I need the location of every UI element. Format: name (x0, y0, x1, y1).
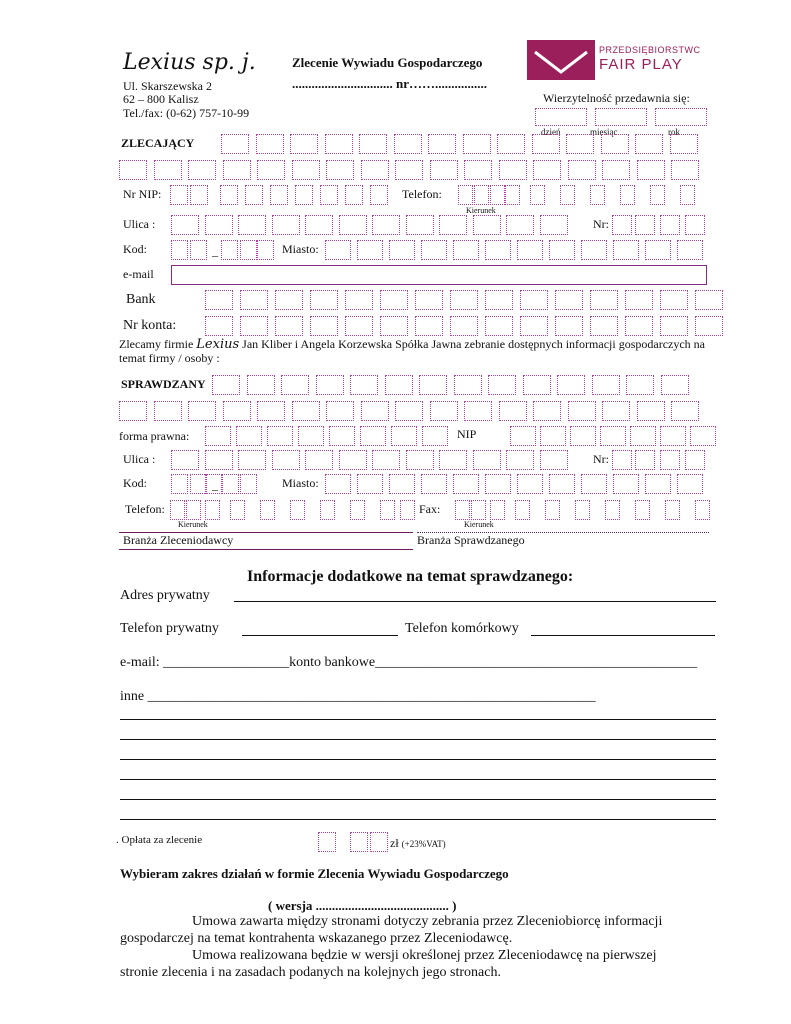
mobile-label: Telefon komórkowy (405, 621, 519, 636)
client-number-label: Nr: (593, 217, 609, 231)
checked-street-box-9[interactable] (439, 450, 467, 470)
client-name-box-12[interactable] (601, 134, 629, 154)
checked-legal-box-5[interactable] (329, 426, 355, 446)
client-number-box-2[interactable] (635, 215, 655, 235)
client-street-box-10[interactable] (473, 215, 501, 235)
bank-account-field[interactable]: ______________________________________________ (375, 655, 698, 670)
envelope-icon (527, 40, 595, 80)
checked-number-label: Nr: (593, 452, 609, 466)
client-name-box-row2-13[interactable] (533, 160, 561, 180)
checked-postcode-box-5[interactable] (240, 474, 257, 494)
client-street-box-4[interactable] (272, 215, 300, 235)
limitation-day-field[interactable] (535, 108, 587, 126)
client-phone-box-4[interactable] (505, 185, 520, 205)
other-line-2[interactable] (120, 739, 716, 740)
client-name-box-row2-11[interactable] (464, 160, 492, 180)
client-name-box-2[interactable] (256, 134, 284, 154)
checked-city-box-10[interactable] (613, 474, 639, 494)
client-street-box-5[interactable] (305, 215, 333, 235)
client-postcode-box-5[interactable] (257, 240, 274, 260)
checked-fax-box-10[interactable] (695, 500, 710, 520)
consent-text: Zlecamy firmie Lexius Jan Kliber i Angela Korzewska Spółka Jawna zebranie dostępnych informacji gospodarczych na (119, 337, 705, 352)
client-name-box-10[interactable] (532, 134, 560, 154)
client-account-box-5[interactable] (345, 316, 373, 336)
checked-street-box-5[interactable] (305, 450, 333, 470)
limitation-label: Wierzytelność przedawnia się: (543, 91, 690, 105)
agreement-para1-line1: Umowa zawarta między stronami dotyczy zebrania przez Zleceniobiorcę informacji (192, 914, 663, 929)
checked-legal-box-2[interactable] (236, 426, 262, 446)
client-number-box-1[interactable] (612, 215, 632, 235)
client-street-box-11[interactable] (506, 215, 534, 235)
client-account-box-3[interactable] (275, 316, 303, 336)
additional-heading: Informacje dodatkowe na temat sprawdzanego: (247, 568, 574, 585)
fee-label: . Opłata za zlecenie (116, 834, 203, 846)
client-nip-label: Nr NIP: (123, 187, 162, 201)
checked-fax-box-1[interactable] (455, 500, 470, 520)
checked-city-box-2[interactable] (357, 474, 383, 494)
client-nip-box-8[interactable] (345, 185, 363, 205)
checked-number-box-1[interactable] (612, 450, 632, 470)
client-account-box-4[interactable] (310, 316, 338, 336)
checked-fax-box-7[interactable] (605, 500, 620, 520)
checked-fax-box-2[interactable] (471, 500, 486, 520)
other-label: inne ________________________________________________________________ (120, 689, 596, 704)
client-bank-label: Bank (126, 292, 156, 307)
client-name-box-4[interactable] (325, 134, 353, 154)
client-nip-box-4[interactable] (245, 185, 263, 205)
checked-name-box-5[interactable] (350, 375, 378, 395)
client-bank-box-5[interactable] (345, 290, 373, 310)
checked-phone-area-label: Kierunek (178, 520, 208, 529)
client-name-box-5[interactable] (359, 134, 387, 154)
client-street-box-12[interactable] (540, 215, 568, 235)
client-postcode-box-4[interactable] (240, 240, 257, 260)
checked-nip-box-1[interactable] (510, 426, 536, 446)
client-nip-box-6[interactable] (295, 185, 313, 205)
additional-email-field[interactable]: __________________ (163, 655, 290, 670)
other-line-4[interactable] (120, 779, 716, 780)
client-city-box-4[interactable] (421, 240, 447, 260)
client-name-box-11[interactable] (566, 134, 594, 154)
client-account-box-2[interactable] (240, 316, 268, 336)
client-name-box-row2-3[interactable] (188, 160, 216, 180)
checked-postcode-label: Kod: (123, 476, 147, 490)
client-city-box-6[interactable] (485, 240, 511, 260)
checked-fax-box-8[interactable] (635, 500, 650, 520)
client-nip-box-2[interactable] (190, 185, 208, 205)
checked-name-box-row2-3[interactable] (188, 401, 216, 421)
other-line-6[interactable] (120, 819, 716, 820)
client-name-box-row2-14[interactable] (568, 160, 596, 180)
checked-street-box-3[interactable] (238, 450, 266, 470)
client-name-box-row2-16[interactable] (637, 160, 665, 180)
checked-city-box-5[interactable] (453, 474, 479, 494)
checked-name-box-12[interactable] (592, 375, 620, 395)
checked-name-box-3[interactable] (281, 375, 309, 395)
checked-name-box-row2-2[interactable] (154, 401, 182, 421)
client-bank-box-10[interactable] (520, 290, 548, 310)
checked-name-box-13[interactable] (626, 375, 654, 395)
checked-street-box-10[interactable] (473, 450, 501, 470)
client-postcode-box-1[interactable] (171, 240, 188, 260)
client-account-box-9[interactable] (485, 316, 513, 336)
choose-heading: Wybieram zakres działań w formie Zlecenia Wywiadu Gospodarczego (120, 866, 509, 881)
checked-city-box-12[interactable] (677, 474, 703, 494)
checked-city-box-7[interactable] (517, 474, 543, 494)
checked-name-box-row2-7[interactable] (326, 401, 354, 421)
client-bank-box-14[interactable] (660, 290, 688, 310)
client-postcode-box-3[interactable] (221, 240, 238, 260)
checked-name-box-row2-1[interactable] (119, 401, 147, 421)
client-account-box-8[interactable] (450, 316, 478, 336)
checked-name-box-row2-12[interactable] (499, 401, 527, 421)
checked-phone-box-3[interactable] (205, 500, 220, 520)
checked-legal-box-6[interactable] (360, 426, 386, 446)
client-bank-box-8[interactable] (450, 290, 478, 310)
company-street: Ul. Skarszewska 2 (123, 79, 212, 93)
checked-name-box-8[interactable] (454, 375, 482, 395)
checked-nip-box-5[interactable] (630, 426, 656, 446)
checked-street-box-12[interactable] (540, 450, 568, 470)
checked-street-label: Ulica : (123, 452, 156, 466)
fee-currency: zł (+23%VAT) (390, 836, 446, 850)
client-phone-box-2[interactable] (474, 185, 489, 205)
checked-phone-box-4[interactable] (230, 500, 245, 520)
checked-number-box-3[interactable] (660, 450, 680, 470)
client-account-box-1[interactable] (205, 316, 233, 336)
checked-name-box-2[interactable] (247, 375, 275, 395)
client-nip-box-1[interactable] (170, 185, 188, 205)
client-account-box-13[interactable] (625, 316, 653, 336)
client-name-box-row2-1[interactable] (119, 160, 147, 180)
client-account-box-7[interactable] (415, 316, 443, 336)
checked-name-box-row2-10[interactable] (430, 401, 458, 421)
client-area-label: Kierunek (466, 206, 496, 215)
checked-legal-box-4[interactable] (298, 426, 324, 446)
checked-legal-box-8[interactable] (422, 426, 448, 446)
private-address-field[interactable] (234, 601, 716, 602)
checked-fax-box-9[interactable] (665, 500, 680, 520)
checked-phone-box-9[interactable] (380, 500, 395, 520)
checked-fax-box-5[interactable] (545, 500, 560, 520)
client-bank-box-15[interactable] (695, 290, 723, 310)
checked-nip-box-4[interactable] (600, 426, 626, 446)
client-name-box-row2-2[interactable] (154, 160, 182, 180)
client-phone-box-6[interactable] (560, 185, 575, 205)
checked-section-label: SPRAWDZANY (121, 377, 206, 391)
client-city-box-8[interactable] (549, 240, 575, 260)
checked-street-box-6[interactable] (339, 450, 367, 470)
other-field[interactable]: ________________________________________________________________ (147, 689, 596, 704)
checked-name-box-11[interactable] (557, 375, 585, 395)
checked-legal-form-label: forma prawna: (119, 429, 190, 443)
company-city: 62 – 800 Kalisz (123, 92, 199, 106)
client-name-box-8[interactable] (463, 134, 491, 154)
other-line-3[interactable] (120, 759, 716, 760)
client-bank-box-6[interactable] (380, 290, 408, 310)
other-line-1[interactable] (120, 719, 716, 720)
client-phone-box-8[interactable] (620, 185, 635, 205)
client-bank-box-2[interactable] (240, 290, 268, 310)
client-phone-box-1[interactable] (458, 185, 473, 205)
client-city-box-1[interactable] (325, 240, 351, 260)
client-phone-box-7[interactable] (590, 185, 605, 205)
client-bank-box-9[interactable] (485, 290, 513, 310)
checked-nip-box-3[interactable] (570, 426, 596, 446)
client-name-box-row2-10[interactable] (430, 160, 458, 180)
agreement-para1-line2: gospodarczej na temat kontrahenta wskazanego przez Zleceniodawcę. (120, 931, 513, 946)
client-phone-box-9[interactable] (650, 185, 665, 205)
client-name-box-row2-6[interactable] (292, 160, 320, 180)
checked-name-box-9[interactable] (488, 375, 516, 395)
client-name-box-13[interactable] (635, 134, 663, 154)
client-street-box-9[interactable] (439, 215, 467, 235)
client-city-box-10[interactable] (613, 240, 639, 260)
checked-street-box-2[interactable] (205, 450, 233, 470)
agreement-para2-line1: Umowa realizowana będzie w wersji określonej przez Zleceniodawcę na pierwszej (192, 948, 657, 963)
checked-city-box-8[interactable] (549, 474, 575, 494)
checked-city-box-1[interactable] (325, 474, 351, 494)
checked-street-box-1[interactable] (171, 450, 199, 470)
checked-city-box-9[interactable] (581, 474, 607, 494)
client-city-box-5[interactable] (453, 240, 479, 260)
client-city-box-11[interactable] (645, 240, 671, 260)
client-bank-box-7[interactable] (415, 290, 443, 310)
client-nip-box-7[interactable] (320, 185, 338, 205)
client-account-box-11[interactable] (555, 316, 583, 336)
client-street-label: Ulica : (123, 217, 156, 231)
checked-street-box-4[interactable] (272, 450, 300, 470)
checked-name-box-row2-4[interactable] (223, 401, 251, 421)
checked-postcode-box-4[interactable] (222, 474, 239, 494)
client-city-box-9[interactable] (581, 240, 607, 260)
client-postcode-dash: _ (212, 244, 218, 258)
client-street-box-8[interactable] (406, 215, 434, 235)
client-name-box-row2-17[interactable] (671, 160, 699, 180)
client-bank-box-11[interactable] (555, 290, 583, 310)
checked-postcode-box-1[interactable] (171, 474, 188, 494)
checked-city-box-4[interactable] (421, 474, 447, 494)
day-label: dzień (541, 127, 561, 137)
fair-play-logo: PRZEDSIĘBIORSTWC FAIR PLAY (527, 40, 707, 80)
checked-phone-box-7[interactable] (320, 500, 335, 520)
client-phone-box-10[interactable] (680, 185, 695, 205)
limitation-year-field[interactable] (655, 108, 707, 126)
client-name-box-row2-4[interactable] (223, 160, 251, 180)
checked-name-box-row2-17[interactable] (671, 401, 699, 421)
client-account-box-14[interactable] (660, 316, 688, 336)
checked-name-box-row2-9[interactable] (395, 401, 423, 421)
client-name-box-7[interactable] (428, 134, 456, 154)
private-phone-label: Telefon prywatny (120, 621, 219, 636)
private-phone-field[interactable] (242, 635, 398, 636)
client-industry-label: Branża Zleceniodawcy (123, 533, 234, 547)
checked-street-box-8[interactable] (406, 450, 434, 470)
checked-fax-label: Fax: (419, 502, 441, 516)
client-city-box-12[interactable] (677, 240, 703, 260)
checked-phone-label: Telefon: (125, 502, 165, 516)
checked-phone-box-6[interactable] (290, 500, 305, 520)
checked-street-box-11[interactable] (506, 450, 534, 470)
checked-nip-box-2[interactable] (540, 426, 566, 446)
checked-fax-area-label: Kierunek (464, 520, 494, 529)
client-street-box-6[interactable] (339, 215, 367, 235)
checked-nip-box-7[interactable] (690, 426, 716, 446)
client-name-box-row2-5[interactable] (257, 160, 285, 180)
client-account-box-12[interactable] (590, 316, 618, 336)
client-email-label: e-mail (123, 267, 154, 281)
company-name: Lexius sp. j. (123, 50, 256, 75)
client-bank-box-13[interactable] (625, 290, 653, 310)
checked-phone-box-10[interactable] (400, 500, 415, 520)
client-name-box-6[interactable] (394, 134, 422, 154)
checked-name-box-row2-13[interactable] (533, 401, 561, 421)
checked-number-box-4[interactable] (685, 450, 705, 470)
agreement-para2-line2: stronie zlecenia i na zasadach podanych na kolejnych jego stronach. (120, 965, 501, 980)
checked-name-box-row2-14[interactable] (568, 401, 596, 421)
client-nip-box-3[interactable] (220, 185, 238, 205)
checked-nip-label: NIP (457, 427, 477, 441)
mobile-field[interactable] (531, 635, 715, 636)
client-name-box-row2-7[interactable] (326, 160, 354, 180)
client-city-label: Miasto: (282, 242, 319, 256)
client-account-box-10[interactable] (520, 316, 548, 336)
client-city-box-2[interactable] (357, 240, 383, 260)
checked-name-box-4[interactable] (316, 375, 344, 395)
client-number-box-3[interactable] (660, 215, 680, 235)
client-phone-box-3[interactable] (490, 185, 505, 205)
client-email-field[interactable] (171, 265, 707, 285)
checked-name-box-row2-5[interactable] (257, 401, 285, 421)
checked-nip-box-6[interactable] (660, 426, 686, 446)
version-line[interactable]: ( wersja ......................................... ) (268, 898, 457, 913)
checked-fax-box-6[interactable] (575, 500, 590, 520)
client-city-box-7[interactable] (517, 240, 543, 260)
client-nip-box-5[interactable] (270, 185, 288, 205)
client-bank-box-4[interactable] (310, 290, 338, 310)
client-name-box-1[interactable] (221, 134, 249, 154)
client-name-box-row2-12[interactable] (499, 160, 527, 180)
checked-city-box-6[interactable] (485, 474, 511, 494)
checked-city-label: Miasto: (282, 476, 319, 490)
checked-number-box-2[interactable] (635, 450, 655, 470)
checked-legal-box-3[interactable] (267, 426, 293, 446)
client-phone-label: Telefon: (402, 187, 442, 201)
checked-industry-label: Branża Sprawdzanego (417, 533, 525, 547)
limitation-month-field[interactable] (595, 108, 647, 126)
checked-name-box-row2-6[interactable] (292, 401, 320, 421)
checked-phone-box-8[interactable] (350, 500, 365, 520)
client-street-box-3[interactable] (238, 215, 266, 235)
client-phone-box-5[interactable] (530, 185, 545, 205)
fee-box-3[interactable] (370, 832, 388, 852)
checked-name-box-6[interactable] (385, 375, 413, 395)
year-label: rok (668, 127, 680, 137)
checked-legal-box-1[interactable] (205, 426, 231, 446)
other-line-5[interactable] (120, 799, 716, 800)
client-number-box-4[interactable] (685, 215, 705, 235)
client-account-box-6[interactable] (380, 316, 408, 336)
client-bank-box-1[interactable] (205, 290, 233, 310)
client-name-box-row2-9[interactable] (395, 160, 423, 180)
checked-name-box-row2-16[interactable] (637, 401, 665, 421)
client-street-box-7[interactable] (372, 215, 400, 235)
fee-box-1[interactable] (318, 832, 336, 852)
private-address-label: Adres prywatny (120, 588, 210, 603)
checked-name-box-row2-15[interactable] (602, 401, 630, 421)
form-number: ............................... nr……................ (292, 76, 487, 91)
additional-email-label: e-mail: __________________konto bankowe______________________________________________ (120, 655, 698, 670)
checked-fax-box-4[interactable] (515, 500, 530, 520)
client-account-label: Nr konta: (123, 318, 177, 333)
client-name-box-row2-8[interactable] (361, 160, 389, 180)
client-section-label: ZLECAJĄCY (121, 136, 195, 150)
industry-bottom-line (119, 549, 413, 550)
checked-fax-box-3[interactable] (490, 500, 505, 520)
month-label: miesiąc (590, 127, 618, 137)
client-street-box-2[interactable] (205, 215, 233, 235)
form-title: Zlecenie Wywiadu Gospodarczego (292, 55, 483, 70)
checked-name-box-7[interactable] (419, 375, 447, 395)
checked-city-box-3[interactable] (389, 474, 415, 494)
checked-name-box-1[interactable] (212, 375, 240, 395)
client-name-box-3[interactable] (290, 134, 318, 154)
fee-box-2[interactable] (350, 832, 368, 852)
client-city-box-3[interactable] (389, 240, 415, 260)
checked-legal-box-7[interactable] (391, 426, 417, 446)
company-phone: Tel./fax: (0-62) 757-10-99 (123, 106, 250, 120)
client-nip-box-9[interactable] (370, 185, 388, 205)
checked-city-box-11[interactable] (645, 474, 671, 494)
client-postcode-label: Kod: (123, 242, 147, 256)
client-name-box-row2-15[interactable] (602, 160, 630, 180)
checked-phone-box-2[interactable] (186, 500, 201, 520)
checked-phone-box-5[interactable] (260, 500, 275, 520)
client-bank-box-12[interactable] (590, 290, 618, 310)
client-account-box-15[interactable] (695, 316, 723, 336)
checked-name-box-row2-8[interactable] (361, 401, 389, 421)
checked-name-box-row2-11[interactable] (464, 401, 492, 421)
checked-street-box-7[interactable] (372, 450, 400, 470)
checked-postcode-dash: _ (212, 478, 218, 492)
checked-name-box-10[interactable] (523, 375, 551, 395)
client-postcode-box-2[interactable] (190, 240, 207, 260)
client-street-box-1[interactable] (171, 215, 199, 235)
checked-name-box-14[interactable] (661, 375, 689, 395)
client-name-box-14[interactable] (670, 134, 698, 154)
checked-phone-box-1[interactable] (170, 500, 185, 520)
client-bank-box-3[interactable] (275, 290, 303, 310)
consent-text-line2: temat firmy / osoby : (119, 351, 220, 365)
client-name-box-9[interactable] (497, 134, 525, 154)
